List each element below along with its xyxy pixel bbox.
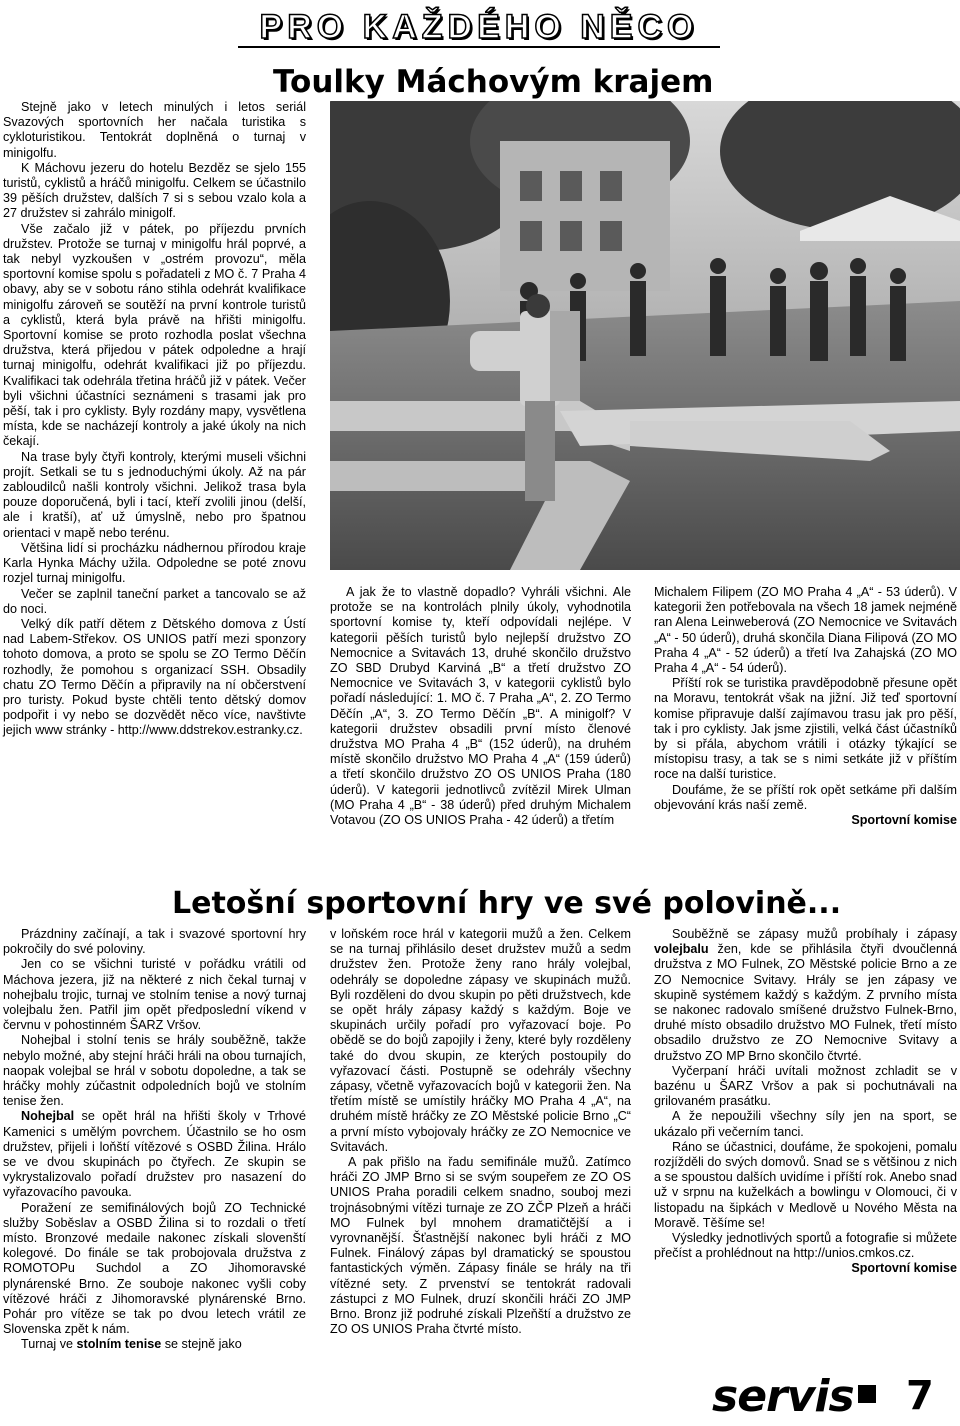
paragraph-text: se opět hrál na hřišti školy v Trhové Kamenici s umělým povrchem. Účastnilo se ho osm družstev, přijeli i loňští vítězové s OSBD Žilina. Hrálo se ve dvou skupinách po čtyřech. Ze skupin se vykrystalizovalo pořadí družstev pro nasazení do vyřazovacího pavouka. — [3, 1109, 306, 1200]
footer-square-icon — [858, 1385, 876, 1403]
article2-column-2 — [330, 927, 631, 1337]
paragraph-text: žen, kde se přihlásila čtyři dvoučlenná družstva z MO Fulnek, ZO Městské policie Brno a ze ZO Nemocnice Svitavy. Hrály se jen zápasy ve skupině systémem každý s každým. Z prvního místa se nakonec radovalo smíšené družstvo Fulnek-Brno, druhé místo obsadilo družstvo MO Fulnek, třetí místo obsadilo družstvo ze ZO Nemocnive Svitavy a družstvo ZO MP Brno skončilo čtvrté. — [654, 942, 957, 1063]
paragraph-volejbal — [654, 927, 957, 1064]
minigolf-photo — [330, 101, 960, 570]
paragraph: Prázdniny začínají, a tak i svazové sportovní hry pokročily do své poloviny. — [3, 927, 306, 957]
paragraph-text: Turnaj ve — [21, 1337, 77, 1352]
paragraph: Poražení ze semifinálových bojů ZO Technické služby Soběslav a OSBD Žilina si to rozdali o třetí místo. Bronzové medaile nakonec získali slovenští kolegové. Do finále se tak probojovala družstva z ROMOTOPu Suchdol a ZO Jihomoravské plynárenské Brno. Ze souboje nakonec vyšli coby vítězové hráči z Jihomoravské plynárenské Brno. Pohár pro vítěze se tak po dvou letech vrátil ze Slovenska zpět k nám. — [3, 1200, 306, 1337]
bold-term: stolním tenise — [76, 1337, 162, 1352]
paragraph: K Máchovu jezeru do hotelu Bezděz se sjelo 155 turistů, cyklistů a hráčů minigolfu. Celkem se účastnilo 39 pěších družstev, dalších 7 si s sebou vzalo kola a 27 družstev si zahrálo minigolf. — [3, 160, 306, 221]
paragraph: Jen co se všichni turisté v pořádku vrátili od Máchova jezera, již na některé z nich čekal turnaj v nohejbalu trojic, turnaj ve stolním tenise a nový turnaj volejbalu žen. Patřil jim opět předposlední víkend v červnu v pohostinném ŠARZ Vršov. — [3, 957, 306, 1033]
paragraph: Stejně jako v letech minulých i letos seriál Svazových sportovních her načala turistika s cykloturistikou. Tentokrát doplněná o turnaj v minigolfu. — [3, 100, 306, 160]
paragraph: Vyčerpaní hráči uvítali možnost zchladit se v bazénu u ŠARZ Vršov a pak si pochutnávali na grilovaném prasátku. — [654, 1063, 957, 1109]
article2-column-3 — [654, 927, 957, 1277]
article1-middle-column — [330, 585, 631, 828]
article2-signature: Sportovní komise — [851, 1261, 957, 1276]
paragraph: Doufáme, že se příští rok opět setkáme při dalším objevování krás naší země. — [654, 782, 957, 812]
article1-left-column — [3, 100, 306, 739]
paragraph-text: se stejně jako — [161, 1337, 242, 1352]
bold-term: Nohejbal — [21, 1109, 75, 1124]
paragraph: Příští rok se turistika pravděpodobně přesune opět na Moravu, tentokrát však na jižní. Již teď sportovní komise připravuje další zajímavou trasu jak pro pěší, tak i pro cyklisty. Jak jsme zjistili, velká část účastníků by si přála, abychom vrátili i otázky týkající se místopisu trasy, a tak se s nimi setkáte již v příštím roce na další turistice. — [654, 676, 957, 782]
paragraph: Na trase byly čtyři kontroly, kterými museli všichni projít. Setkali se tu s jednoduchými úkoly. Až na pár zabloudilců našli kontroly všichni. Jelikož trasa byla pouze doporučená, byli i tací, kteří zvolili jinou (delší, ale i kratší), ať už úmyslně, nebo pro špatnou orientaci v mapě nebo terénu. — [3, 449, 306, 540]
paragraph: A že nepoužili všechny síly jen na sport, se ukázalo při večerním tanci. — [654, 1109, 957, 1139]
paragraph: Nohejbal i stolní tenis se hrály souběžně, takže nebylo možné, aby stejní hráči hráli na obou turnajích, naopak volejbal se hrál v sobotu dopoledne, a tak se hráčky mohly zúčastnit odpoledních bojů ve stolním tenise žen. — [3, 1033, 306, 1109]
article2-column-1 — [3, 927, 306, 1353]
paragraph: Večer se zaplnil taneční parket a tancovalo se až do noci. — [3, 586, 306, 616]
article1-right-column — [654, 585, 957, 828]
section-header-title: PRO KAŽDÉHO NĚCO — [238, 6, 720, 48]
paragraph-nohejbal — [3, 1109, 306, 1200]
paragraph: Velký dík patří dětem z Dětského domova z Ústí nad Labem-Střekov. OS UNIOS patří mezi sponzory tohoto domova, a proto se spolu se ZO Termo Děčín rozhodly, že pomohou s organizací SSH. Obsadily chatu ZO Termo Děčín a připravily na ní občerstvení pro turisty. Pokud byste chtěli tento dětský domov podpořit i vy nebo se dozvědět něco více, navštivte jejich www stránky - http://www.ddstrekov.estranky.cz. — [3, 616, 306, 738]
paragraph: A pak přišlo na řadu semifinále mužů. Zatímco hráči ZO JMP Brno si se svým soupeřem ze ZO OS UNIOS Praha poradili celkem snadno, souboj mezi trojnásobnými vítězi turnaje ze ZO ZČP Plzeň a hráči MO Fulnek byl mnohem dramatičtější a i vyrovnanější. Šťastnější nakonec byli hráči z MO Fulnek. Finálový zápas byl dramatický se spoustou fantastických výměn. Zápasy finále se hrály na tři vítězné sety. Z prvenství se tentokrát radovali zástupci z MO Fulnek, druzí skončili hráči ZO JMP Brno. Bronz již podruhé získali Plzeňští a družstvo ze ZO OS UNIOS Praha čtvrté místo. — [330, 1155, 631, 1337]
servis-logo: servis — [712, 1371, 854, 1422]
article-title-letosni: Letošní sportovní hry ve své polovině... — [172, 886, 842, 921]
paragraph: Vše začalo již v pátek, po příjezdu prvních družstev. Protože se turnaj v minigolfu hrál poprvé, a tak nebyl vyzkoušen v „ostrém provozu“, měla sportovní komise spolu s pořadateli z MO č. 7 Praha 4 obavy, aby se v sobotu ráno stihla odehrát kvalifikace minigolfu zároveň se soutěží na první kontrole turistů a cyklistů, která byla právě na hřišti minigolfu. Sportovní komise se proto rozhodla poslat všechna družstva, která přijedou v pátek odpoledne a hrají turnaj minigolfu, odehrát kvalifikaci již po příjezdu. Kvalifikaci tak odehrála třetina hráčů již v pátek. Večer byli všichni účastníci seznámeni s trasami jak pro pěší, tak i pro cyklisty. Byly rozdány mapy, vysvětlena místa, kde se nacházejí kontroly a jaké úkoly na nich čekají. — [3, 221, 306, 449]
minigolf-photo-image — [330, 101, 960, 570]
paragraph-stolni-tenis — [3, 1337, 306, 1352]
paragraph: Výsledky jednotlivých sportů a fotografie si můžete přečíst a prohlédnout na http://unios.cmkos.cz. — [654, 1231, 957, 1261]
paragraph: Většina lidí si procházku nádhernou přírodou kraje Karla Hynka Máchy užila. Odpoledne se poté znovu rozjel turnaj minigolfu. — [3, 540, 306, 586]
article1-signature: Sportovní komise — [851, 813, 957, 828]
header-rule — [238, 46, 720, 48]
page-number: 7 — [906, 1373, 934, 1419]
paragraph: v loňském roce hrál v kategorii mužů a žen. Celkem se na turnaj přihlásilo deset družstev mužů a sedm družstev žen. Protože ženy rano hrály volejbal, odehrály se dopoledne zápasy ve skupinách mužů. Byli rozděleni do dvou skupin po pěti družstvech, kde se opět hrály zápasy každý s každým. Boje ve skupinách určily pořadí pro vyřazovací boje. Po obědě se do bojů zapojily i ženy, které byly rozděleny také do dvou skupin, ze kterých postoupily do vyřazovací části. Postupně se odehrály všechny zápasy, včetně vyřazovacích bojů v kategorii žen. Na třetím místě se umístily hráčky MO Praha 4 „A“, na druhém místě hráčky ze ZO Městské policie Brno „C“ a první místo vybojovaly hráčky ze ZO Nemocnice ve Svitavách. — [330, 927, 631, 1154]
paragraph: A jak že to vlastně dopadlo? Vyhráli všichni. Ale protože se na kontrolách plnily úkoly, vyhodnotila sportovní komise ty, kteří odpovídali nejlépe. V kategorii pěších turistů bylo nejlepší družstvo ZO Nemocnice a Svitavách 13, druhé skončilo družstvo ZO SBD Drubyd Karviná „B“ a třetí družstvo ZO Nemocnice ve Svitavách 3, v kategorii cyklistů bylo pořadí následující: 1. MO č. 7 Praha „A“, 2. ZO Termo Děčín „A“, 3. ZO Termo Děčín „B“. A minigolf? V kategorii družstev obsadili první místo členové družstva MO Praha 4 „B“ (152 úderů), na druhém místě skončilo družstvo MO Praha 4 „A“ (159 úderů) a třetí skončilo družstvo ZO OS UNIOS Praha (180 úderů). V kategorii jednotlivců zvítězil Mirek Ulman (MO Praha 4 „B“ - 38 úderů) před druhým Michalem Votavou (ZO OS UNIOS Praha - 42 úderů) a třetím — [330, 585, 631, 828]
bold-term: volejbalu — [654, 942, 709, 957]
paragraph: Ráno se účastnici, doufáme, že spokojeni, pomalu rozjížděli do svých domovů. Snad se s většinou z nich a se spoustou dalších uvidíme i příští rok. Anebo snad už v srpnu na kuželkách a bowlingu v Olomouci, či v listopadu na šipkách v Medlově u Nového Města na Moravě. Těšíme se! — [654, 1139, 957, 1230]
article-title-toulky: Toulky Máchovým krajem — [273, 64, 714, 100]
paragraph: Michalem Filipem (ZO MO Praha 4 „A“ - 53 úderů). V kategorii žen potřebovala na všech 18 jamek nejméně ran Alena Leinweberová (ZO Nemocnice ve Svitavách „A“ - 50 úderů), druhá skončila Diana Filipová (ZO MO Praha 4 „A“ - 52 úderů) a třetí Iva Zahajská (ZO MO Praha 4 „A“ - 54 úderů). — [654, 585, 957, 676]
paragraph-text: Souběžně se zápasy mužů probíhaly i zápasy — [672, 927, 957, 941]
